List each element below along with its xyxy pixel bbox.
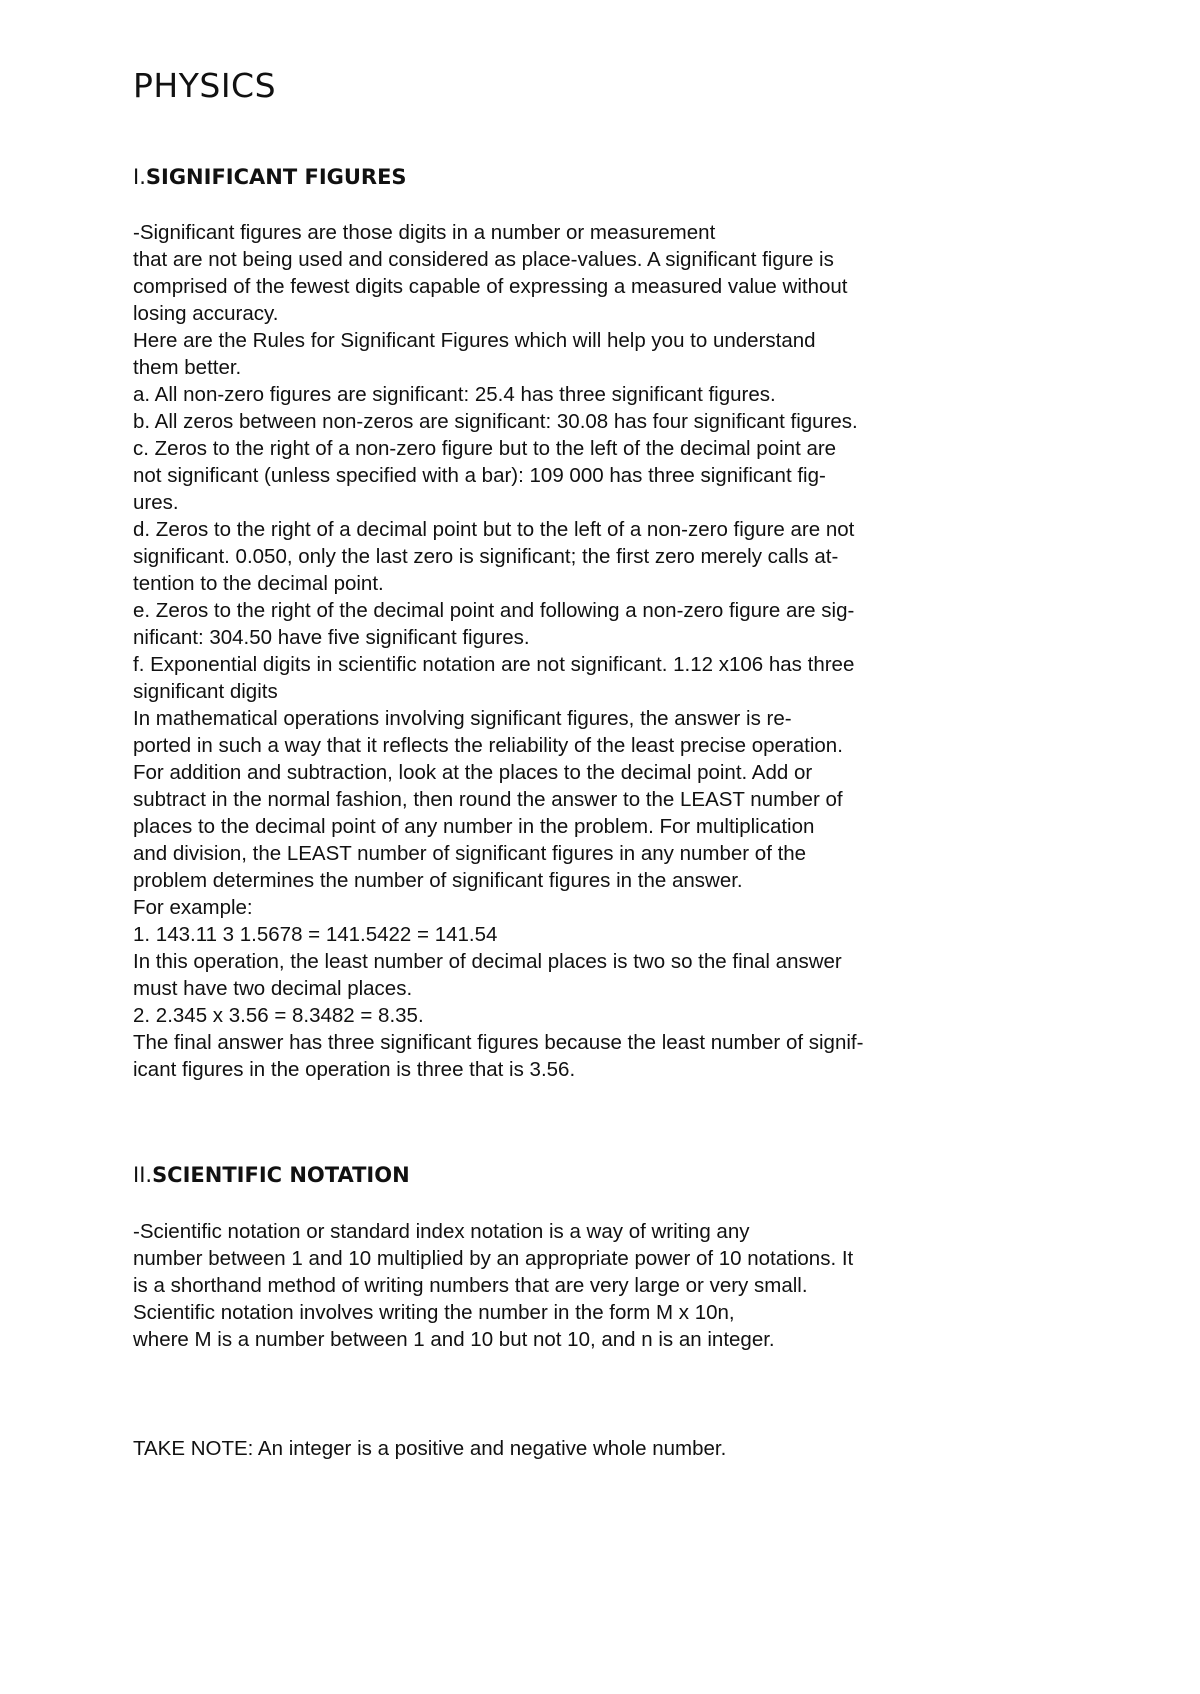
rule-line: nificant: 304.50 have five significant figures. [133,626,530,649]
take-note [133,1435,726,1462]
example-line: 2. 2.345 x 3.56 = 8.3482 = 8.35. [133,1004,424,1027]
text-line: is a shorthand method of writing numbers that are very large or very small. [133,1274,808,1297]
section-title: SCIENTIFIC NOTATION [152,1163,410,1187]
rule-line: f. Exponential digits in scientific notation are not significant. 1.12 x106 has three [133,653,855,676]
text-line: -Significant figures are those digits in a number or measurement [133,221,716,244]
rule-line: significant. 0.050, only the last zero is significant; the first zero merely calls at- [133,545,839,568]
example-line: 1. 143.11 3 1.5678 = 141.5422 = 141.54 [133,923,498,946]
text-line: that are not being used and considered as place-values. A significant figure is [133,248,834,271]
significant-figures-body [133,219,863,1083]
text-line: Scientific notation involves writing the number in the form M x 10n, [133,1301,735,1324]
rule-line: b. All zeros between non-zeros are significant: 30.08 has four significant figures. [133,410,858,433]
text-line: where M is a number between 1 and 10 but not 10, and n is an integer. [133,1328,775,1351]
text-line: number between 1 and 10 multiplied by an appropriate power of 10 notations. It [133,1247,854,1270]
scientific-notation-body [133,1218,853,1353]
rule-line: a. All non-zero figures are significant: 25.4 has three significant figures. [133,383,776,406]
text-line: places to the decimal point of any number in the problem. For multiplication [133,815,815,838]
text-line: subtract in the normal fashion, then round the answer to the LEAST number of [133,788,843,811]
section-number: II. [133,1163,153,1187]
text-line: problem determines the number of significant figures in the answer. [133,869,743,892]
rule-line: ures. [133,491,179,514]
text-line: and division, the LEAST number of significant figures in any number of the [133,842,807,865]
text-line: must have two decimal places. [133,977,413,1000]
rule-line: significant digits [133,680,278,703]
rule-line: tention to the decimal point. [133,572,384,595]
rule-line: not significant (unless specified with a bar): 109 000 has three significant fig- [133,464,826,487]
text-line: Here are the Rules for Significant Figures which will help you to understand [133,329,816,352]
rule-line: d. Zeros to the right of a decimal point but to the left of a non-zero figure are not [133,518,855,541]
text-line: losing accuracy. [133,302,279,325]
document-title: PHYSICS [133,66,277,105]
text-line: For example: [133,896,253,919]
text-line: comprised of the fewest digits capable of expressing a measured value without [133,275,848,298]
section-heading-scientific-notation [133,1163,410,1187]
text-line: In mathematical operations involving significant figures, the answer is re- [133,707,792,730]
text-line: For addition and subtraction, look at the places to the decimal point. Add or [133,761,813,784]
text-line: ported in such a way that it reflects the reliability of the least precise operation. [133,734,843,757]
note-line: TAKE NOTE: An integer is a positive and negative whole number. [133,1437,727,1460]
section-number: I. [133,165,146,189]
section-title: SIGNIFICANT FIGURES [145,165,407,189]
rule-line: c. Zeros to the right of a non-zero figure but to the left of the decimal point are [133,437,837,460]
text-line: -Scientific notation or standard index notation is a way of writing any [133,1220,750,1243]
text-line: The final answer has three significant figures because the least number of signif- [133,1031,864,1054]
text-line: icant figures in the operation is three that is 3.56. [133,1058,576,1081]
text-line: them better. [133,356,242,379]
section-heading-significant-figures [133,165,407,189]
rule-line: e. Zeros to the right of the decimal point and following a non-zero figure are sig- [133,599,855,622]
text-line: In this operation, the least number of decimal places is two so the final answer [133,950,842,973]
